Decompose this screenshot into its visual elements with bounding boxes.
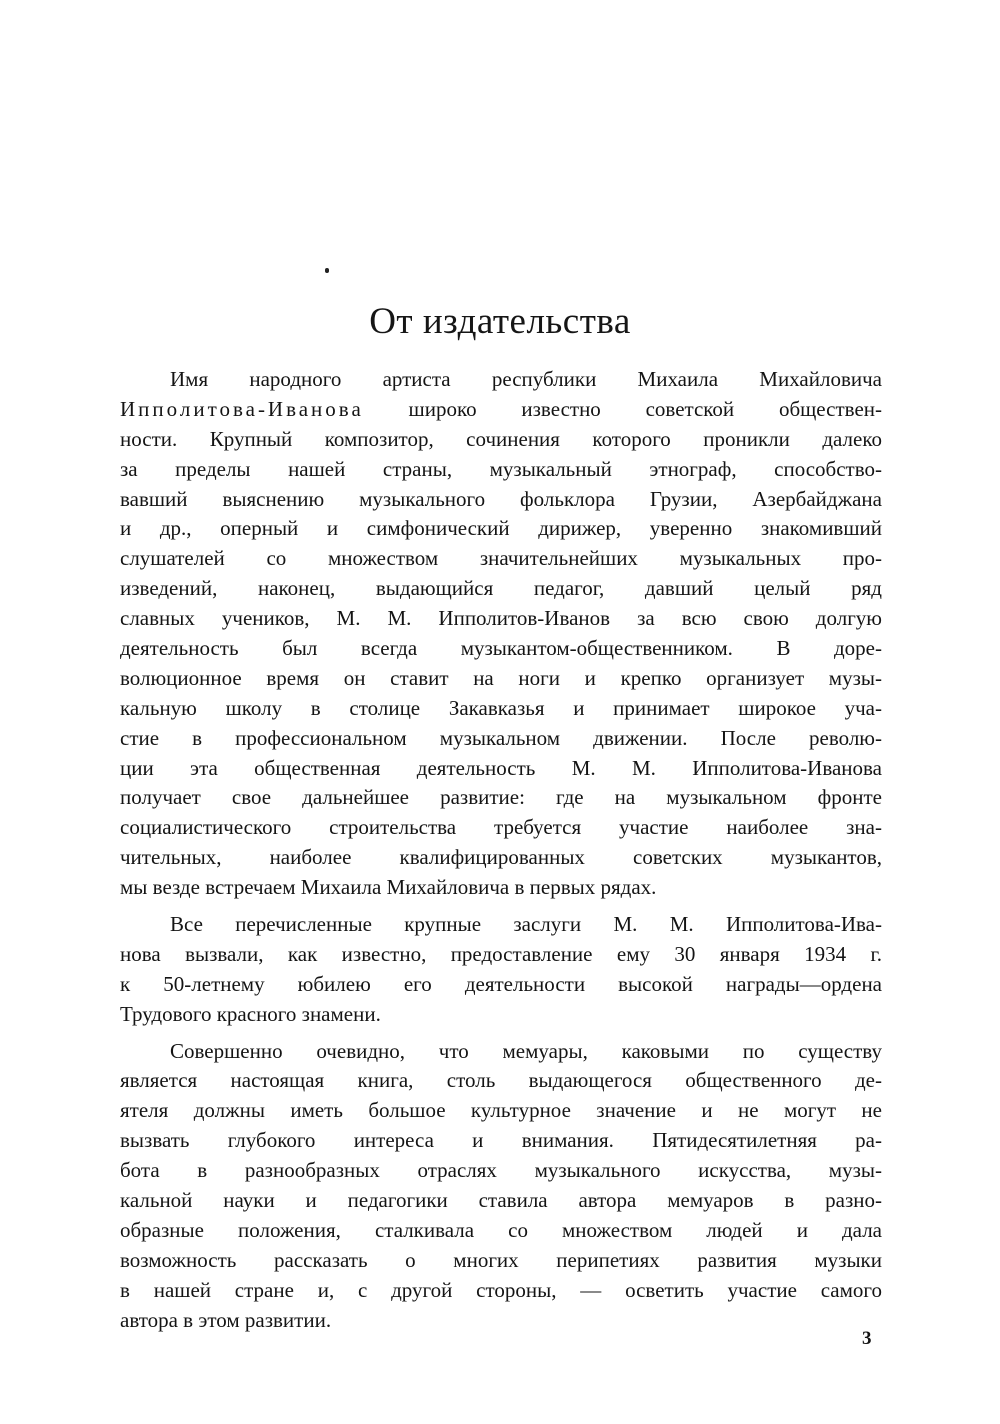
section-title: От издательства [369, 301, 631, 342]
text-line: Все перечисленные крупные заслуги М. М. Ипполитова-Ива- [170, 912, 882, 937]
text-line: Имя народного артиста республики Михаила Михайловича [170, 367, 882, 391]
text-line: и др., оперный и симфонический дирижер, уверенно знакомивший [120, 516, 882, 541]
text-line: нова вызвали, как известно, предоставление ему 30 января 1934 г. [120, 941, 882, 966]
text-line: вызвать глубокого интереса и внимания. Пятидесятилетняя ра- [120, 1128, 882, 1153]
text-line: к 50-летнему юбилею его деятельности высокой награды—ордена [120, 971, 882, 996]
paragraph-2 [120, 910, 882, 1030]
spaced-surname: Ипполитова-Иванова [120, 396, 364, 421]
paragraph-3 [120, 1037, 882, 1336]
text-line: автора в этом развитии. [120, 1307, 332, 1332]
text-line: кальной науки и педагогики ставила автора мемуаров в разно- [120, 1188, 882, 1213]
text-line: образные положения, сталкивала со множеством людей и дала [120, 1217, 882, 1242]
text-line: славных учеников, М. М. Ипполитов-Иванов за всю свою долгую [120, 606, 882, 631]
text-line: Ипполитова-Иванова широко известно советской обществен- [120, 396, 882, 421]
text-line: Совершенно очевидно, что мемуары, каковыми по существу [170, 1038, 882, 1063]
text-line: стие в профессиональном музыкальном движении. После револю- [120, 725, 882, 750]
text-line: возможность рассказать о многих перипетиях развития музыки [120, 1247, 882, 1272]
body-text [120, 365, 882, 1343]
text-line: кальную школу в столице Закавказья и принимает широкое уча- [120, 695, 882, 720]
text-line: деятельность был всегда музыкантом-общественником. В доре- [120, 636, 882, 661]
text-line: Трудового красного знамени. [120, 1001, 381, 1026]
text-line: является настоящая книга, столь выдающегося общественного де- [120, 1068, 882, 1093]
page-number: 3 [862, 1328, 872, 1349]
text-line: бота в разнообразных отраслях музыкального искусства, музы- [120, 1158, 882, 1183]
text-line: чительных, наиболее квалифицированных советских музыкантов, [120, 845, 882, 870]
text-line: в нашей стране и, с другой стороны, — осветить участие самого [120, 1277, 882, 1302]
text-line: изведений, наконец, выдающийся педагог, давший целый ряд [120, 576, 882, 601]
paragraph-1 [120, 365, 882, 903]
text-line: ятеля должны иметь большое культурное значение и не могут не [120, 1098, 882, 1123]
text-line: ности. Крупный композитор, сочинения которого проникли далеко [120, 426, 882, 451]
text-line: за пределы нашей страны, музыкальный этнограф, способство- [120, 456, 882, 481]
text-line: ции эта общественная деятельность М. М. Ипполитова-Иванова [120, 755, 882, 780]
text-line: получает свое дальнейшее развитие: где на музыкальном фронте [120, 785, 882, 810]
text-line: волюционное время он ставит на ноги и крепко организует музы- [120, 665, 882, 690]
text-line: вавший выяснению музыкального фольклора Грузии, Азербайджана [120, 486, 882, 511]
print-speck [325, 268, 329, 273]
text-line: мы везде встречаем Михаила Михайловича в первых рядах. [120, 875, 657, 900]
text-line: социалистического строительства требуется участие наиболее зна- [120, 815, 882, 840]
text-line: слушателей со множеством значительнейших музыкальных про- [120, 546, 882, 571]
